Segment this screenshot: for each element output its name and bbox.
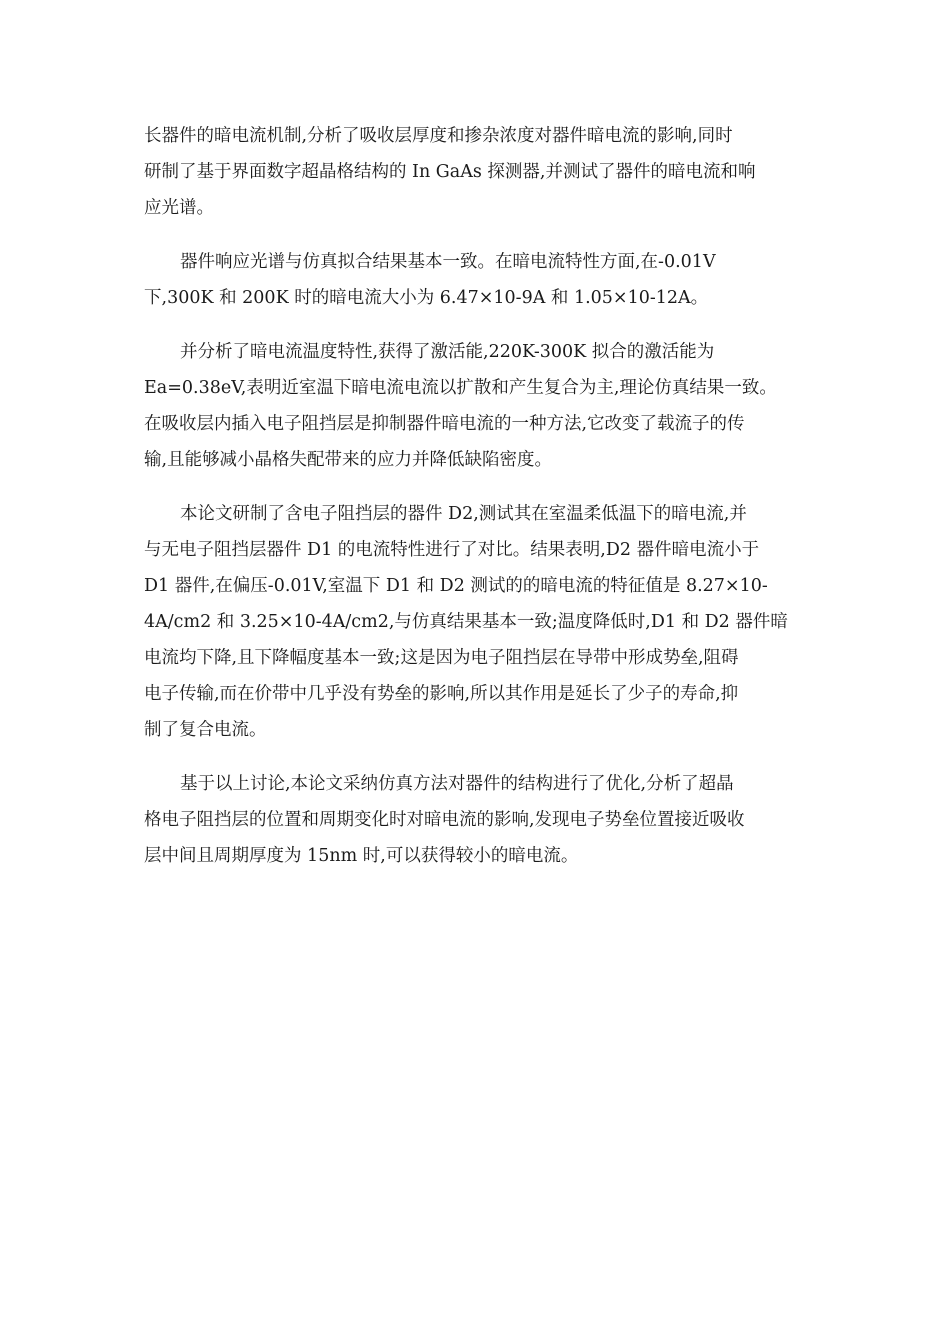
paragraph-4 xyxy=(144,496,814,748)
paragraph-line: 制了复合电流。 xyxy=(144,720,267,740)
paragraph-3 xyxy=(144,334,814,478)
paragraph-line: 在吸收层内插入电子阻挡层是抑制器件暗电流的一种方法,它改变了载流子的传 xyxy=(144,414,745,434)
paragraph-gap xyxy=(144,226,814,244)
paragraph-line: 下,300K 和 200K 时的暗电流大小为 6.47×10-9A 和 1.05×10-12A。 xyxy=(144,288,709,308)
paragraph-gap xyxy=(144,478,814,496)
paragraph-line: 层中间且周期厚度为 15nm 时,可以获得较小的暗电流。 xyxy=(144,846,579,866)
paragraph-line: 4A/cm2 和 3.25×10-4A/cm2,与仿真结果基本一致;温度降低时,D1 和 D2 器件暗 xyxy=(144,612,788,632)
paragraph-line: 研制了基于界面数字超晶格结构的 In GaAs 探测器,并测试了器件的暗电流和响 xyxy=(144,162,756,182)
paragraph-line: 输,且能够减小晶格失配带来的应力并降低缺陷密度。 xyxy=(144,450,553,470)
paragraph-line: 并分析了暗电流温度特性,获得了激活能,220K-300K 拟合的激活能为 xyxy=(180,342,715,362)
paragraph-line: 与无电子阻挡层器件 D1 的电流特性进行了对比。结果表明,D2 器件暗电流小于 xyxy=(144,540,760,560)
paragraph-line: 电流均下降,且下降幅度基本一致;这是因为电子阻挡层在导带中形成势垒,阻碍 xyxy=(144,648,739,668)
paragraph-line: D1 器件,在偏压-0.01V,室温下 D1 和 D2 测试的的暗电流的特征值是 8.27×10- xyxy=(144,576,768,596)
paragraph-line: 本论文研制了含电子阻挡层的器件 D2,测试其在室温柔低温下的暗电流,并 xyxy=(180,504,747,524)
paragraph-line: 器件响应光谱与仿真拟合结果基本一致。在暗电流特性方面,在-0.01V xyxy=(180,252,716,272)
paragraph-line: 长器件的暗电流机制,分析了吸收层厚度和掺杂浓度对器件暗电流的影响,同时 xyxy=(144,126,733,146)
paragraph-line: 格电子阻挡层的位置和周期变化时对暗电流的影响,发现电子势垒位置接近吸收 xyxy=(144,810,745,830)
body-text xyxy=(144,118,814,874)
paragraph-line: 应光谱。 xyxy=(144,198,214,218)
paragraph-line: Ea=0.38eV,表明近室温下暗电流电流以扩散和产生复合为主,理论仿真结果一致。 xyxy=(144,378,777,398)
paragraph-5 xyxy=(144,766,814,874)
paragraph-line: 电子传输,而在价带中几乎没有势垒的影响,所以其作用是延长了少子的寿命,抑 xyxy=(144,684,739,704)
paragraph-gap xyxy=(144,748,814,766)
paragraph-2 xyxy=(144,244,814,316)
paragraph-1 xyxy=(144,118,814,226)
paragraph-line: 基于以上讨论,本论文采纳仿真方法对器件的结构进行了优化,分析了超晶 xyxy=(180,774,734,794)
paragraph-gap xyxy=(144,316,814,334)
